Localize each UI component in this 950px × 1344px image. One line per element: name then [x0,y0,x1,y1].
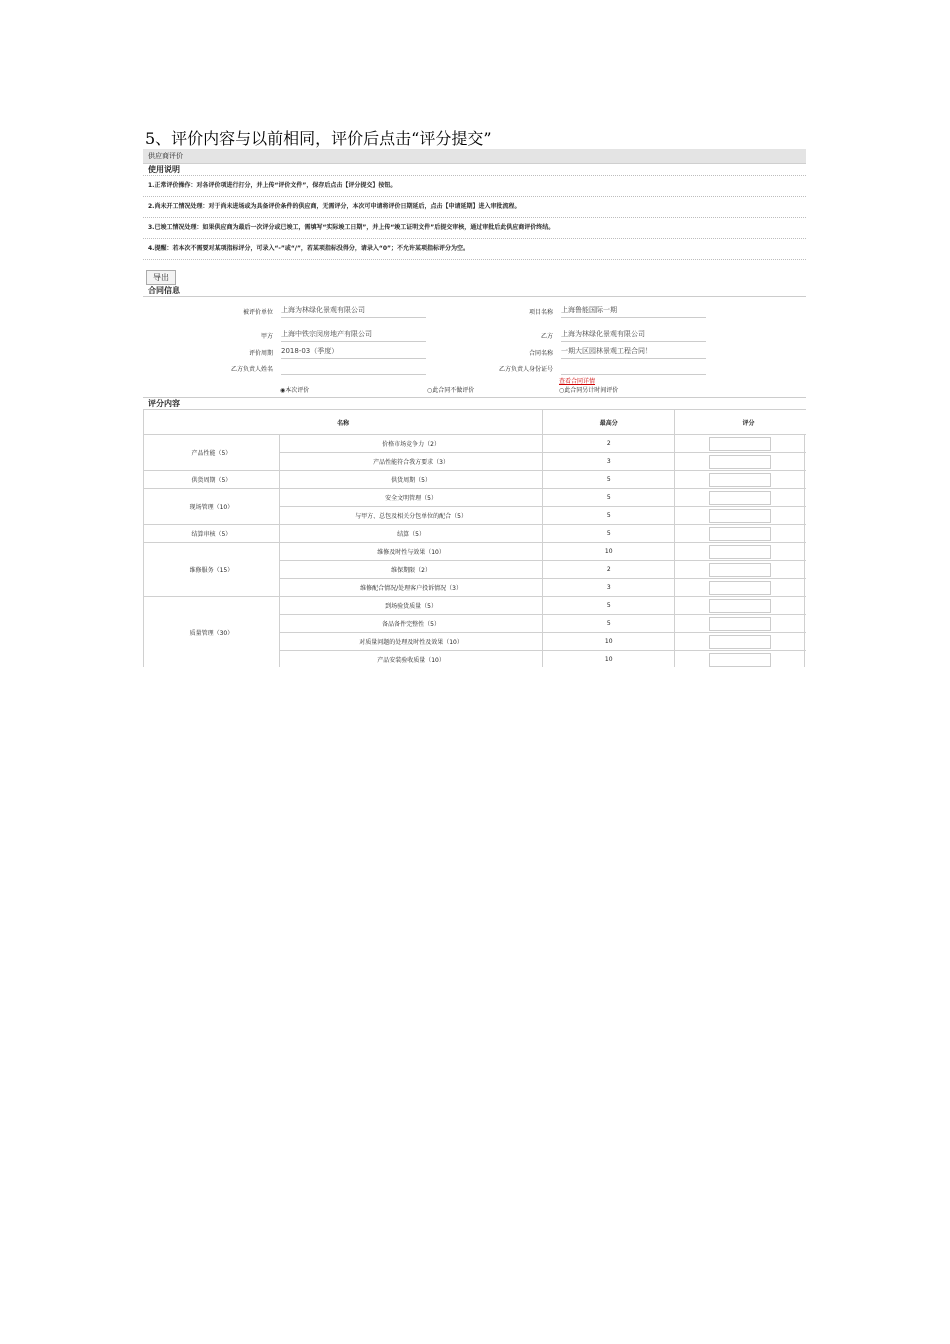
party-b-label: 乙方 [540,333,553,340]
score-cell [675,651,805,668]
party-b-id-label: 乙方负责人身份证号 [498,366,553,373]
score-cell [675,471,805,489]
project-label: 项目名称 [528,309,553,316]
table-row [144,489,807,507]
item-name-cell: 产品安装验收质量（10） [279,651,543,668]
category-cell: 供货周期（5） [144,471,280,489]
max-score-cell: 5 [543,471,675,489]
party-b-person-label: 乙方负责人姓名 [230,366,273,373]
party-b-person-field[interactable] [281,362,426,375]
table-row [144,525,807,543]
rated-unit-value: 上海为林绿化景观有限公司 [281,305,426,318]
score-input[interactable] [709,635,771,649]
score-input[interactable] [709,473,771,487]
usage-note: 4.提醒：若本次不需要对某项指标评分，可录入“-”或“/”，若某项指标没得分，请录入“0”；不允许某项指标评分为空。 [143,239,806,260]
extra-cell [805,525,807,543]
score-cell [675,525,805,543]
extra-cell [805,597,807,615]
contract-info-title: 合同信息 [148,286,180,295]
radio-evaluate-now[interactable] [280,385,309,394]
extra-cell [805,471,807,489]
extra-cell [805,489,807,507]
max-score-cell: 3 [543,579,675,597]
export-button[interactable]: 导出 [146,270,176,285]
extra-cell [805,633,807,651]
score-input[interactable] [709,617,771,631]
item-name-cell: 供货周期（5） [279,471,543,489]
score-cell [675,543,805,561]
contract-info-panel [143,296,806,397]
item-name-cell: 维保期限（2） [279,561,543,579]
radio-no-evaluation[interactable] [427,385,474,394]
extra-cell [805,579,807,597]
extra-cell [805,561,807,579]
party-b-value: 上海为林绿化景观有限公司 [561,329,706,342]
radio-empty-icon: ○ [559,387,565,394]
category-cell: 维修服务（15） [144,543,280,597]
score-cell [675,633,805,651]
score-table-header [144,410,807,435]
max-score-cell: 5 [543,597,675,615]
extra-cell [805,435,807,453]
item-name-cell: 到场验货质量（5） [279,597,543,615]
period-label: 评价周期 [248,350,273,357]
score-cell [675,453,805,471]
item-name-cell: 安全文明管理（5） [279,489,543,507]
score-cell [675,435,805,453]
score-input[interactable] [709,527,771,541]
extra-cell [805,543,807,561]
radio-label: 本次评价 [285,387,310,394]
table-row [144,471,807,489]
usage-note: 3.已竣工情况处理：如果供应商为最后一次评分或已竣工，需填写“实际竣工日期”，并上传“竣工证明文件”后提交审核，通过审批后此供应商评价终结。 [143,218,806,239]
item-name-cell: 维修及时性与效果（10） [279,543,543,561]
view-contract-link[interactable]: 查看合同详情 [559,378,596,385]
item-name-cell: 产品性能符合我方要求（3） [279,453,543,471]
score-cell [675,561,805,579]
contract-name-value: 一期大区园林景观工程合同！ [561,346,706,359]
item-name-cell: 备品备件完整性（5） [279,615,543,633]
table-row [144,435,807,453]
usage-note: 1.正常评价操作：对各评价项进行打分，并上传“评价文件”，保存后点击【评分提交】按钮。 [143,176,806,197]
header-max-score: 最高分 [543,410,675,435]
item-name-cell: 维修配合情况/处理客户投诉情况（3） [279,579,543,597]
radio-label: 此合同另计时间评价 [564,387,619,394]
radio-evaluate-later[interactable] [559,385,618,394]
page-heading: 5、评价内容与以前相同，评价后点击“评分提交” [145,129,492,148]
category-cell: 现场管理（10） [144,489,280,525]
max-score-cell: 5 [543,615,675,633]
extra-cell [805,615,807,633]
table-row [144,597,807,615]
table-row [144,543,807,561]
max-score-cell: 5 [543,489,675,507]
score-cell [675,597,805,615]
contract-name-label: 合同名称 [528,350,553,357]
score-input[interactable] [709,653,771,667]
usage-note: 2.尚未开工情况处理：对于尚未进场或为具备评价条件的供应商，无需评分，本次可申请将评价日期延后，点击【申请延期】进入审批流程。 [143,197,806,218]
usage-notes [143,175,806,260]
max-score-cell: 2 [543,561,675,579]
score-cell [675,615,805,633]
party-b-id-field[interactable] [561,362,706,375]
extra-cell [805,453,807,471]
period-value: 2018-03（季度） [281,346,426,359]
max-score-cell: 5 [543,507,675,525]
party-a-value: 上海中铁宗闵房地产有限公司 [281,329,426,342]
max-score-cell: 2 [543,435,675,453]
radio-label: 此合同不做评价 [432,387,475,394]
radio-selected-icon: ◉ [280,387,286,394]
score-input[interactable] [709,599,771,613]
extra-cell [805,507,807,525]
item-name-cell: 对质量问题的处理及时性及效果（10） [279,633,543,651]
category-cell: 结算审核（5） [144,525,280,543]
supplier-evaluation-screenshot [143,149,806,667]
score-input[interactable] [709,563,771,577]
radio-empty-icon: ○ [427,387,433,394]
score-cell [675,507,805,525]
score-cell [675,489,805,507]
score-input[interactable] [709,455,771,469]
header-name: 名称 [144,410,543,435]
category-cell: 产品性能（5） [144,435,280,471]
header-score: 评分 [675,410,806,435]
score-input[interactable] [709,545,771,559]
category-cell: 质量管理（30） [144,597,280,668]
max-score-cell: 10 [543,543,675,561]
item-name-cell: 价格市场竞争力（2） [279,435,543,453]
party-a-label: 甲方 [260,333,273,340]
usage-title: 使用说明 [148,165,180,174]
window-title: 供应商评价 [143,149,806,164]
max-score-cell: 5 [543,525,675,543]
extra-cell [805,651,807,668]
score-input[interactable] [709,581,771,595]
max-score-cell: 3 [543,453,675,471]
max-score-cell: 10 [543,651,675,668]
item-name-cell: 结算（5） [279,525,543,543]
score-section-title: 评分内容 [143,397,806,409]
score-cell [675,579,805,597]
max-score-cell: 10 [543,633,675,651]
score-input[interactable] [709,509,771,523]
item-name-cell: 与甲方、总包及相关分包单位的配合（5） [279,507,543,525]
score-input[interactable] [709,491,771,505]
rated-unit-label: 被评价单位 [242,309,273,316]
project-value: 上海鲁能国际一期 [561,305,706,318]
score-table [143,409,806,667]
score-input[interactable] [709,437,771,451]
